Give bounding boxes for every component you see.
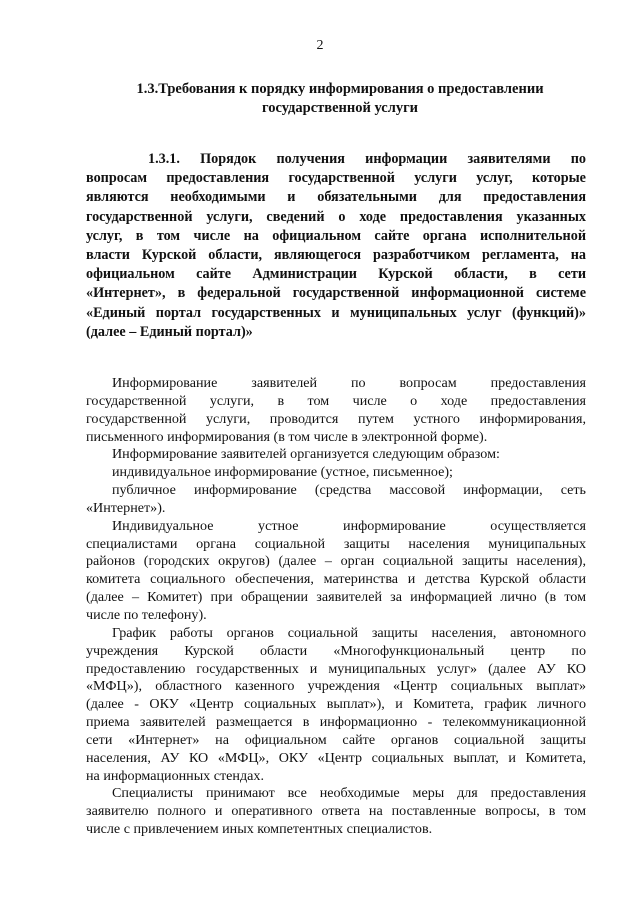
bold-line: власти Курской области, являющегося разработчиком регламента, на: [86, 247, 586, 264]
page-number: 2: [316, 38, 324, 53]
bold-line: являются необходимыми и обязательными для предоставления: [86, 189, 586, 206]
body-line: публичное информирование (средства массовой информации, сеть: [112, 482, 586, 499]
bold-line: «Интернет», в федеральной государственной информационной системе: [86, 285, 586, 302]
body-line: «МФЦ»), областного казенного учреждения «Центр социальных выплат»: [86, 678, 586, 695]
body-line: комитета социального обеспечения, материнства и детства Курской области: [86, 571, 586, 588]
bold-line: услуг, в том числе на официальном сайте органа исполнительной: [86, 227, 586, 244]
body-line: письменного информирования (в том числе в электронной форме).: [86, 428, 488, 445]
body-line: сети «Интернет» на официальном сайте органов социальной защиты: [86, 731, 586, 748]
heading-line: государственной услуги: [261, 100, 419, 116]
body-line: предоставлению государственных и муниципальных услуг» (далее АУ КО: [86, 660, 586, 677]
body-line: График работы органов социальной защиты населения, автономного: [112, 624, 586, 641]
bold-paragraph: [86, 150, 586, 342]
bold-line: (далее – Единый портал)»: [86, 323, 253, 340]
body-line: «Интернет»).: [86, 499, 166, 516]
body-line: Индивидуальное устное информирование осуществляется: [112, 517, 586, 534]
body-line: Специалисты принимают все необходимые меры для предоставления: [112, 785, 586, 802]
bold-line: государственной услуги, сведений о ходе предоставления указанных: [86, 208, 586, 225]
body-line: (далее - ОКУ «Центр социальных выплат»), и Комитета, график личного: [86, 696, 586, 713]
body-text: [86, 375, 586, 839]
body-line: районов (городских округов) (далее – орган социальной защиты населения),: [86, 553, 586, 570]
body-line: приема заявителей размещается в информационно - телекоммуникационной: [86, 714, 586, 731]
body-line: государственной услуги, проводится путем устного информирования,: [86, 410, 586, 427]
body-line: заявителю полного и оперативного ответа на поставленные вопросы, в том: [86, 803, 586, 820]
body-line: государственной услуги, в том числе о ходе предоставления: [86, 392, 586, 409]
body-line: Информирование заявителей организуется следующим образом:: [112, 446, 500, 463]
bold-line: «Единый портал государственных и муниципальных услуг (функций)»: [86, 304, 586, 321]
body-line: индивидуальное информирование (устное, письменное);: [112, 464, 453, 481]
body-line: числе с привлечением иных компетентных специалистов.: [86, 821, 433, 838]
body-line: Информирование заявителей по вопросам предоставления: [112, 375, 586, 391]
body-line: на информационных стендах.: [86, 767, 264, 784]
body-line: населения, АУ КО «МФЦ», ОКУ «Центр социальных выплат, и Комитета,: [86, 749, 586, 766]
bold-line: официальном сайте Администрации Курской области, в сети: [86, 266, 586, 283]
body-line: учреждения Курской области «Многофункциональный центр по: [86, 642, 586, 659]
heading-line: 1.3.Требования к порядку информирования о предоставлении: [136, 81, 544, 97]
bold-line: вопросам предоставления государственной услуги услуг, которые: [86, 170, 586, 187]
body-line: (далее – Комитет) при обращении заявителей за информацией лично (в том: [86, 589, 586, 606]
body-line: числе по телефону).: [86, 606, 207, 623]
body-line: специалистами органа социальной защиты населения муниципальных: [86, 535, 586, 552]
bold-line: 1.3.1. Порядок получения информации заявителями по: [148, 151, 586, 167]
section-heading: [90, 80, 590, 118]
